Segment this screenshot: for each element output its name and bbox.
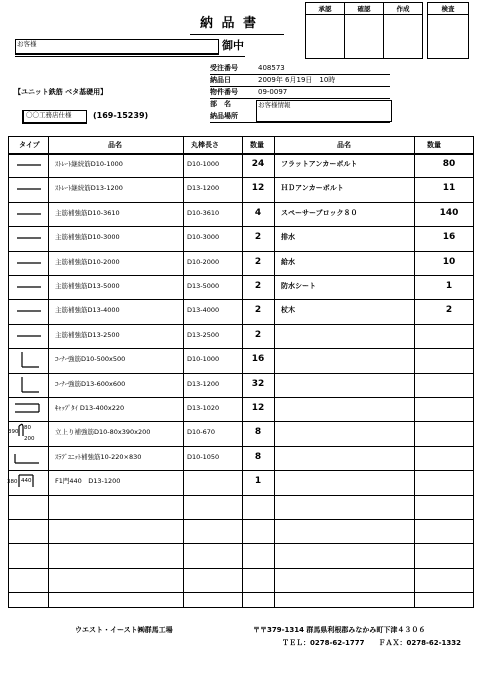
corner-bar-icon: [9, 349, 47, 371]
item-length: D10-1050: [187, 452, 220, 461]
accessory-qty: 11: [442, 183, 456, 194]
accessory-name: フラットアンカーボルト: [281, 160, 358, 168]
header-qty: 数量: [250, 141, 264, 149]
order-underline-0: [210, 74, 390, 75]
corner-bar-icon: [9, 374, 47, 396]
item-qty: 2: [254, 329, 262, 340]
item-length: D10-1000: [187, 355, 220, 364]
spec-code: (169-15239): [93, 111, 149, 120]
item-qty: 2: [254, 232, 262, 243]
item-length: D10-3610: [187, 208, 220, 217]
header-name-2: 品名: [337, 141, 351, 149]
accessory-name: ＨＤアンカーボルト: [281, 184, 344, 193]
straight-bar-icon: [9, 203, 47, 225]
items-table: [8, 136, 474, 608]
order-label-1: 納品日: [210, 76, 231, 84]
item-length: D13-2500: [187, 330, 220, 339]
header-name: 品名: [108, 141, 122, 149]
accessory-qty: 10: [442, 256, 456, 267]
stamp-approve-box: [306, 15, 345, 59]
straight-bar-icon: [9, 227, 47, 249]
item-name: ｷｬｯﾌﾟﾀｲ D13-400x220: [55, 404, 125, 412]
svg-text:380: 380: [7, 479, 18, 486]
item-name: 主筋補強筋D13-2500: [55, 330, 120, 339]
stamp-check-label: 確認: [345, 3, 384, 15]
item-name: 主筋補強筋D13-4000: [55, 306, 120, 315]
accessory-name: 排水: [281, 233, 295, 242]
item-name: 主筋補強筋D13-5000: [55, 282, 120, 290]
header-length: 丸棒長さ: [191, 141, 219, 149]
item-length: D13-1200: [187, 379, 220, 388]
product-line: 【ユニット鉄筋 ベタ基礎用】: [14, 88, 108, 96]
item-name: 立上り補強筋D10-80x390x200: [55, 428, 151, 437]
order-underline-4: [210, 122, 390, 123]
item-qty: 12: [251, 403, 265, 413]
order-value-1: 2009年 6月19日 10時: [258, 76, 336, 84]
spec-box-label: 〇〇工務店仕様: [26, 111, 72, 119]
item-qty: 8: [254, 427, 262, 438]
customer-suffix: 御中: [222, 39, 244, 52]
accessory-qty: 16: [442, 232, 456, 243]
straight-bar-icon: [9, 300, 47, 322]
item-qty: 2: [254, 256, 262, 267]
item-name: ｺｰﾅｰ強筋D13-600x600: [55, 379, 126, 388]
gate-bar-icon: [9, 471, 47, 493]
item-name: 主筋補強筋D10-3610: [55, 208, 120, 217]
order-underline-2: [210, 98, 390, 99]
item-name: ｽﾄﾚｰﾄ継続筋D10-1000: [55, 160, 123, 168]
stamp-inspect-label: 検査: [428, 3, 469, 15]
item-length: D13-1020: [187, 404, 220, 412]
item-length: D10-1000: [187, 160, 220, 168]
stamp-inspect-box: [428, 15, 469, 59]
riser-bar-icon: [9, 422, 47, 444]
order-label-4: 納品場所: [210, 112, 238, 120]
straight-bar-icon: [9, 325, 47, 347]
order-value-2: 09-0097: [258, 88, 288, 96]
header-qty-2: 数量: [427, 141, 441, 149]
footer-address: 〒〒379-1314 群馬県利根郡みなかみ町下津４３０６: [253, 626, 426, 634]
item-name: ｺｰﾅｰ強筋D10-500x500: [55, 355, 126, 364]
customer-info-value: お客様情報: [258, 101, 291, 109]
stamp-check-box: [345, 15, 384, 59]
customer-box: [15, 39, 219, 55]
item-qty: 12: [251, 183, 265, 194]
accessory-name: 防水シート: [281, 282, 316, 290]
item-length: D13-5000: [187, 282, 220, 290]
accessory-qty: 140: [439, 207, 459, 218]
item-qty: 2: [254, 305, 262, 316]
item-qty: 8: [254, 451, 262, 462]
item-qty: 2: [254, 281, 262, 291]
header-type: タイプ: [19, 141, 40, 149]
order-label-2: 物件番号: [210, 88, 238, 96]
cap-bar-icon: [9, 398, 47, 420]
straight-bar-icon: [9, 178, 47, 200]
item-length: D13-1200: [187, 184, 220, 193]
accessory-qty: 1: [445, 281, 453, 291]
item-name: F1門440 D13-1200: [55, 477, 121, 486]
order-value-0: 408573: [258, 64, 285, 72]
item-qty: 32: [251, 378, 265, 389]
item-name: ｽﾄﾚｰﾄ継続筋D13-1200: [55, 184, 123, 193]
accessory-name: 給水: [281, 257, 295, 266]
straight-bar-icon: [9, 252, 47, 274]
slab-bar-icon: [9, 447, 47, 469]
item-qty: 24: [251, 159, 265, 169]
item-name: ｽﾗﾌﾞﾕﾆｯﾄ補強筋10-220×830: [55, 452, 142, 461]
item-length: D10-3000: [187, 233, 220, 242]
accessory-name: 杖木: [281, 306, 295, 315]
order-underline-1: [210, 86, 390, 87]
item-name: 主筋補強筋D10-2000: [55, 257, 120, 266]
customer-underline: [15, 56, 245, 57]
item-length: D13-4000: [187, 306, 220, 315]
document-title: 納 品 書: [200, 16, 259, 31]
stamp-create-box: [384, 15, 423, 59]
svg-text:80: 80: [24, 425, 31, 432]
item-qty: 1: [254, 476, 262, 487]
footer-contact: ＴＥＬ：0278-62-1777 ＦＡＸ：0278-62-1332: [282, 639, 462, 647]
customer-label: お客様: [17, 40, 37, 48]
stamp-create-label: 作成: [384, 3, 423, 15]
svg-text:200: 200: [24, 436, 35, 443]
order-label-0: 受注番号: [210, 64, 238, 72]
approval-stamp-table: [305, 2, 469, 59]
item-qty: 16: [251, 354, 265, 365]
item-name: 主筋補強筋D10-3000: [55, 233, 120, 242]
svg-text:440: 440: [21, 478, 32, 485]
footer-company: ウエスト・イースト㈱群馬工場: [75, 626, 173, 634]
stamp-approve-label: 承認: [306, 3, 345, 15]
item-length: D10-2000: [187, 257, 220, 266]
accessory-qty: 80: [442, 159, 456, 169]
title-underline: [190, 34, 284, 35]
accessory-qty: 2: [445, 305, 453, 316]
straight-bar-icon: [9, 154, 47, 176]
svg-text:390: 390: [8, 429, 19, 436]
straight-bar-icon: [9, 276, 47, 298]
order-label-3: 部 名: [210, 100, 231, 108]
item-length: D10-670: [187, 428, 216, 437]
accessory-name: スペーサーブロック８０: [281, 208, 358, 217]
item-qty: 4: [254, 207, 262, 218]
